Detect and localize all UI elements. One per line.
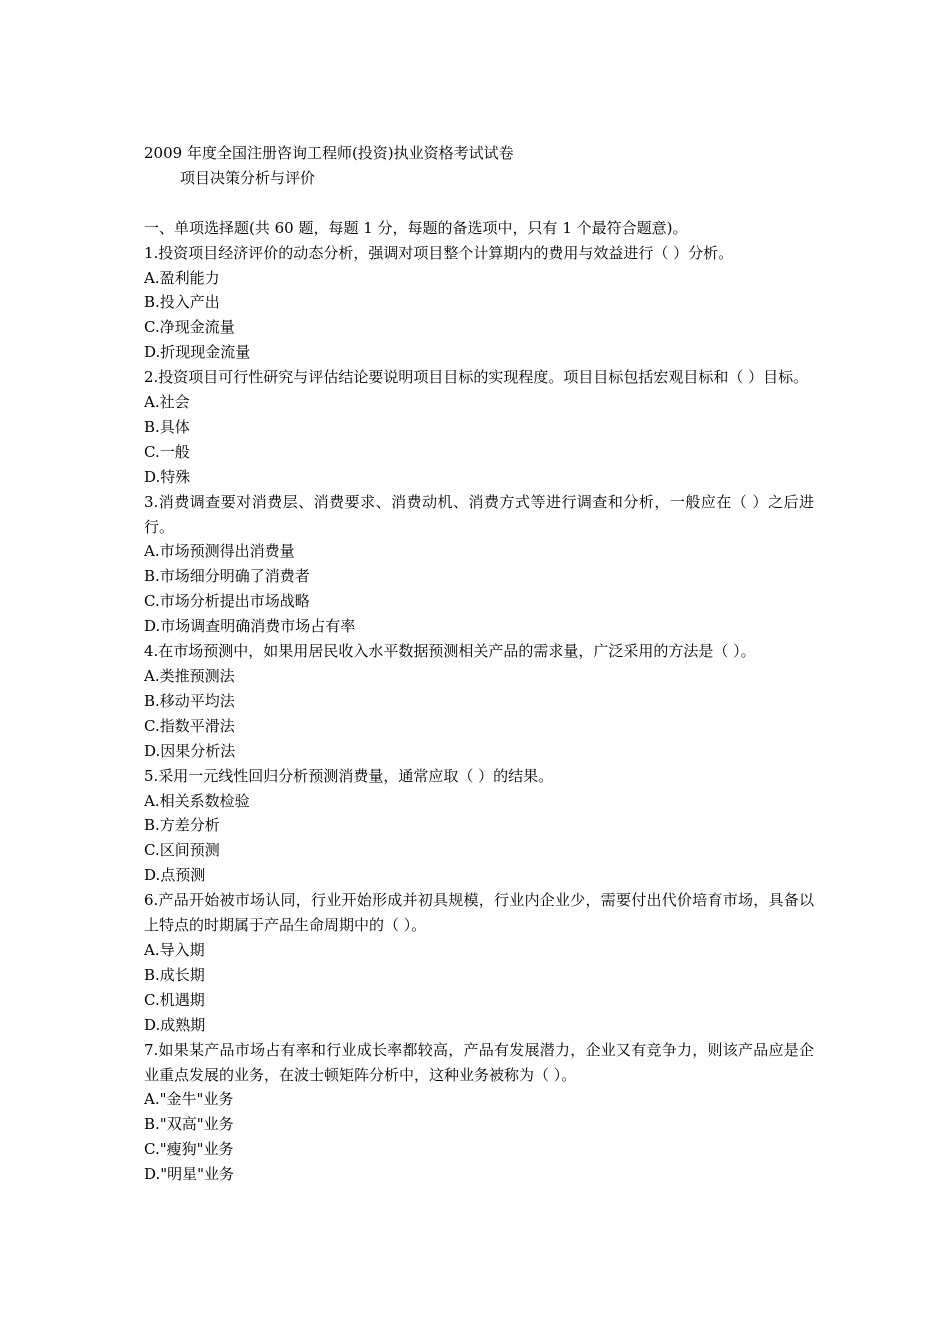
question-text: 7.如果某产品市场占有率和行业成长率都较高，产品有发展潜力，企业又有竞争力，则该产品应是企业重点发展的业务，在波士顿矩阵分析中，这种业务被称为（ ）。 bbox=[144, 1040, 814, 1084]
option-b: B.移动平均法 bbox=[144, 691, 235, 710]
option-d: D.折现现金流量 bbox=[144, 343, 251, 362]
question-2 bbox=[144, 365, 814, 490]
option-c: C.一般 bbox=[144, 442, 190, 461]
option-d: D.因果分析法 bbox=[144, 741, 236, 760]
option-b: B.方差分析 bbox=[144, 816, 220, 835]
option-d: D.特殊 bbox=[144, 467, 191, 486]
question-6 bbox=[144, 888, 814, 1037]
question-4 bbox=[144, 639, 814, 764]
option-c: C.区间预测 bbox=[144, 841, 220, 860]
option-d: D.点预测 bbox=[144, 866, 206, 885]
question-text: 3.消费调查要对消费层、消费要求、消费动机、消费方式等进行调查和分析，一般应在（ ）之后进行。 bbox=[144, 492, 814, 536]
question-text: 5.采用一元线性回归分析预测消费量，通常应取（ ）的结果。 bbox=[144, 766, 554, 785]
option-c: C.市场分析提出市场战略 bbox=[144, 592, 310, 611]
option-a: A.导入期 bbox=[144, 940, 205, 959]
option-c: C.机遇期 bbox=[144, 990, 205, 1009]
option-c: C."瘦狗"业务 bbox=[144, 1140, 234, 1159]
question-text: 6.产品开始被市场认同，行业开始形成并初具规模，行业内企业少，需要付出代价培育市场，具备以上特点的时期属于产品生命周期中的（ ）。 bbox=[144, 891, 814, 935]
option-a: A."金牛"业务 bbox=[144, 1090, 234, 1109]
question-3 bbox=[144, 490, 814, 639]
option-a: A.盈利能力 bbox=[144, 268, 220, 287]
option-d: D.成熟期 bbox=[144, 1015, 206, 1034]
option-d: D.市场调查明确消费市场占有率 bbox=[144, 617, 356, 636]
option-b: B.成长期 bbox=[144, 965, 205, 984]
option-a: A.社会 bbox=[144, 393, 190, 412]
exam-subtitle: 项目决策分析与评价 bbox=[180, 168, 316, 187]
option-a: A.类推预测法 bbox=[144, 667, 235, 686]
option-c: C.净现金流量 bbox=[144, 318, 235, 337]
option-a: A.相关系数检验 bbox=[144, 791, 250, 810]
question-text: 4.在市场预测中，如果用居民收入水平数据预测相关产品的需求量，广泛采用的方法是（ ）。 bbox=[144, 642, 756, 661]
question-1 bbox=[144, 241, 814, 366]
section-heading: 一、单项选择题(共 60 题，每题 1 分，每题的备选项中，只有 1 个最符合题意)。 bbox=[144, 218, 688, 237]
blank-line bbox=[144, 191, 814, 216]
question-5 bbox=[144, 764, 814, 889]
option-b: B.投入产出 bbox=[144, 293, 220, 312]
option-a: A.市场预测得出消费量 bbox=[144, 542, 295, 561]
option-b: B."双高"业务 bbox=[144, 1115, 234, 1134]
option-c: C.指数平滑法 bbox=[144, 716, 235, 735]
option-b: B.市场细分明确了消费者 bbox=[144, 567, 310, 586]
option-b: B.具体 bbox=[144, 417, 190, 436]
question-7 bbox=[144, 1038, 814, 1187]
question-text: 2.投资项目可行性研究与评估结论要说明项目目标的实现程度。项目目标包括宏观目标和（ ）目标。 bbox=[144, 368, 809, 387]
question-list bbox=[144, 241, 814, 1187]
option-d: D."明星"业务 bbox=[144, 1165, 235, 1184]
exam-title: 2009 年度全国注册咨询工程师(投资)执业资格考试试卷 bbox=[144, 144, 514, 162]
document-page bbox=[144, 141, 814, 1187]
question-text: 1.投资项目经济评价的动态分析，强调对项目整个计算期内的费用与效益进行（ ）分析。 bbox=[144, 243, 734, 262]
